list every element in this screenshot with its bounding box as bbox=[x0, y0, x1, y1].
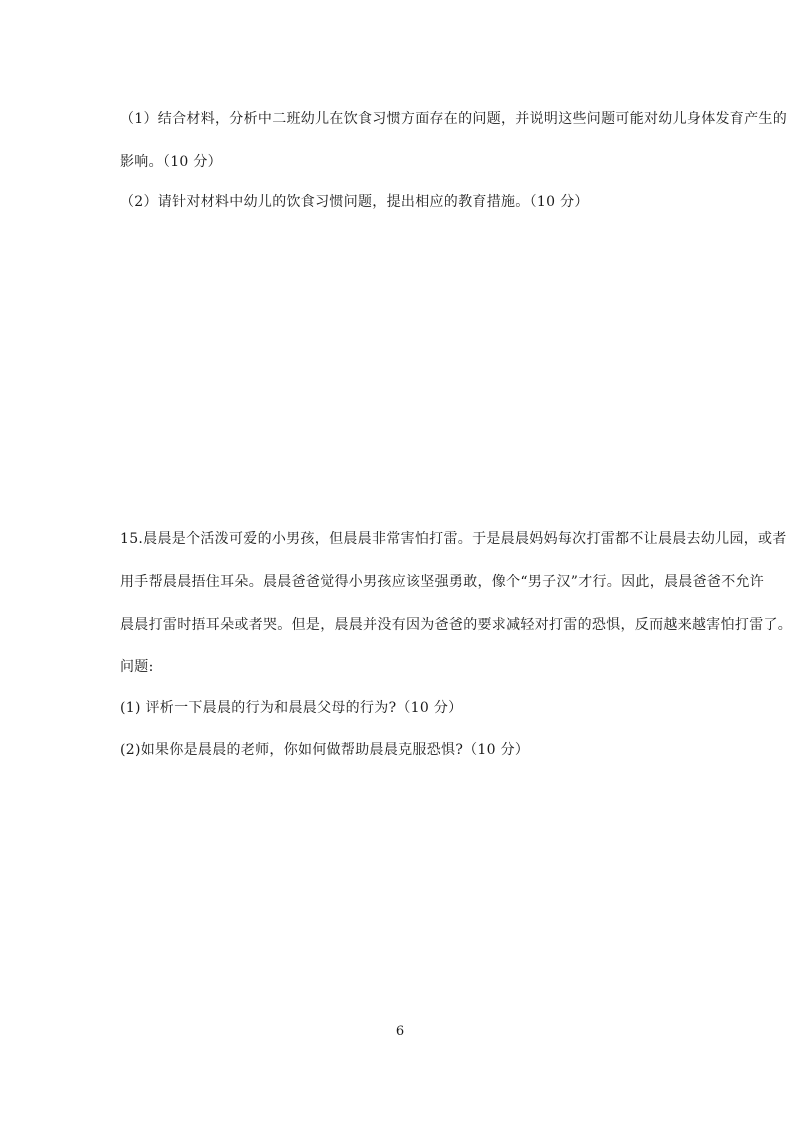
question-15-material-line2: 用手帮晨晨捂住耳朵。晨晨爸爸觉得小男孩应该坚强勇敢，像个“男子汉”才行。因此，晨晨爸爸不允许 bbox=[120, 574, 765, 590]
question-15-material-line1: 15.晨晨是个活泼可爱的小男孩，但晨晨非常害怕打雷。于是晨晨妈妈每次打雷都不让晨晨去幼儿园，或者 bbox=[120, 531, 787, 547]
question-14-sub1-line1: （1）结合材料，分析中二班幼儿在饮食习惯方面存在的问题，并说明这些问题可能对幼儿身体发育产生的 bbox=[120, 111, 788, 127]
question-15-sub2: (2)如果你是晨晨的老师，你如何做帮助晨晨克服恐惧?（10 分） bbox=[120, 742, 530, 758]
question-15-material-line3: 晨晨打雷时捂耳朵或者哭。但是，晨晨并没有因为爸爸的要求减轻对打雷的恐惧，反而越来越害怕打雷了。 bbox=[120, 617, 793, 633]
page-number: 6 bbox=[395, 1024, 405, 1039]
question-15-prompt-label: 问题: bbox=[120, 659, 154, 675]
question-14-sub1-line2: 影响。（10 分） bbox=[120, 154, 222, 170]
question-15-sub1: (1) 评析一下晨晨的行为和晨晨父母的行为?（10 分） bbox=[120, 700, 463, 716]
question-14-sub2: （2）请针对材料中幼儿的饮食习惯问题，提出相应的教育措施。（10 分） bbox=[120, 194, 589, 210]
